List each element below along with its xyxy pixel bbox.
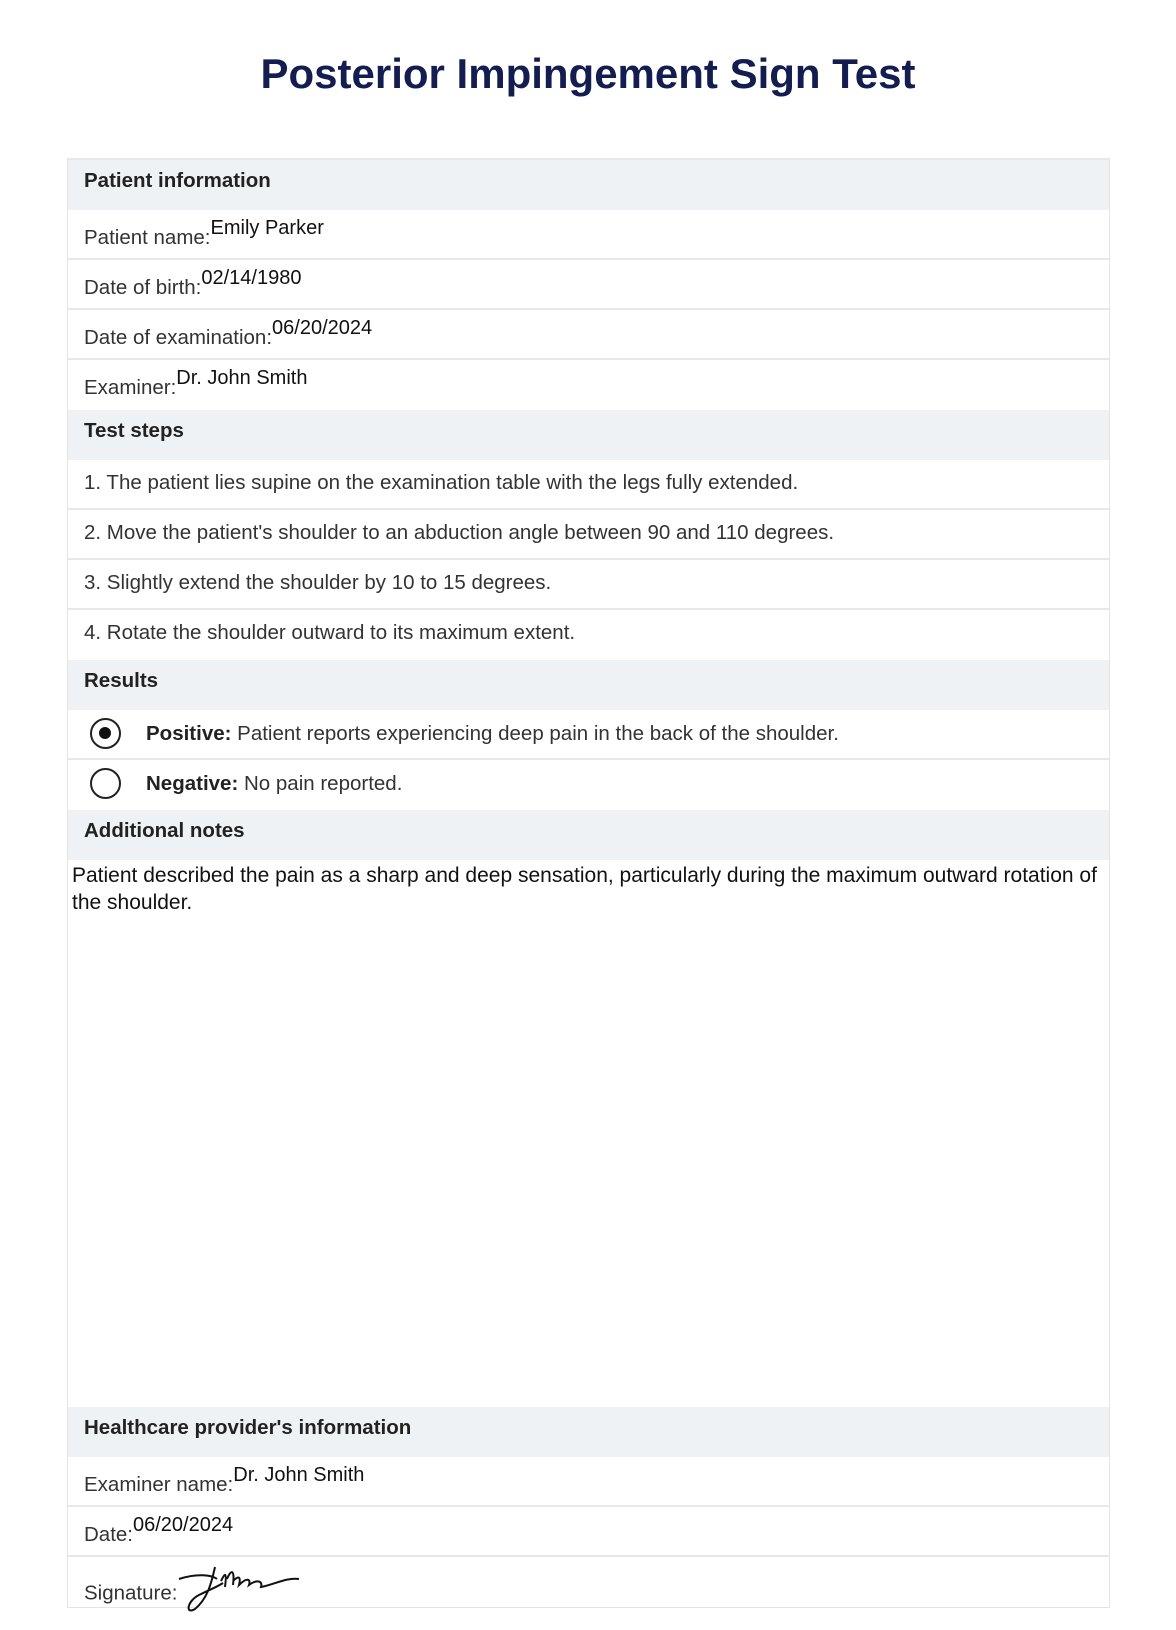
field-date-of-birth[interactable] bbox=[68, 260, 1109, 310]
option-text: Patient reports experiencing deep pain in the back of the shoulder. bbox=[237, 722, 839, 745]
field-value[interactable]: 02/14/1980 bbox=[201, 267, 302, 289]
field-value[interactable]: 06/20/2024 bbox=[133, 1514, 234, 1536]
section-header-patient-information: Patient information bbox=[68, 160, 1109, 210]
field-label: Signature: bbox=[84, 1581, 178, 1605]
section-header-results: Results bbox=[68, 660, 1109, 710]
field-signature[interactable] bbox=[68, 1557, 1109, 1607]
field-label: Date: bbox=[84, 1523, 133, 1546]
test-step: 4. Rotate the shoulder outward to its maximum extent. bbox=[84, 621, 576, 644]
field-examiner[interactable] bbox=[68, 360, 1109, 410]
test-step: 3. Slightly extend the shoulder by 10 to 15 degrees. bbox=[68, 560, 1109, 610]
field-label: Examiner: bbox=[84, 376, 177, 399]
radio-dot-icon bbox=[99, 727, 111, 739]
result-option-negative[interactable] bbox=[68, 760, 1109, 810]
additional-notes-text[interactable]: Patient described the pain as a sharp and deep sensation, particularly during the maximum outward rotation of the shoulder. bbox=[72, 864, 1097, 914]
field-label: Date of birth: bbox=[84, 276, 202, 299]
test-step: 2. Move the patient's shoulder to an abduction angle between 90 and 110 degrees. bbox=[68, 510, 1109, 560]
signature-image bbox=[177, 1565, 302, 1615]
field-value[interactable]: Emily Parker bbox=[210, 217, 324, 239]
section-header-test-steps: Test steps bbox=[68, 410, 1109, 460]
field-date[interactable] bbox=[68, 1507, 1109, 1557]
option-text: No pain reported. bbox=[243, 772, 403, 795]
section-header-additional-notes: Additional notes bbox=[68, 810, 1109, 860]
option-label: Positive: bbox=[146, 722, 232, 745]
test-form bbox=[67, 158, 1110, 1608]
field-examiner-name[interactable] bbox=[68, 1457, 1109, 1507]
field-value[interactable]: Dr. John Smith bbox=[233, 1464, 365, 1486]
field-value[interactable]: Dr. John Smith bbox=[176, 367, 308, 389]
radio-button-unchecked[interactable] bbox=[90, 768, 121, 799]
field-patient-name[interactable] bbox=[68, 210, 1109, 260]
field-value[interactable]: 06/20/2024 bbox=[272, 317, 373, 339]
field-label: Examiner name: bbox=[84, 1473, 234, 1496]
field-label: Date of examination: bbox=[84, 326, 273, 349]
field-date-of-examination[interactable] bbox=[68, 310, 1109, 360]
page-title: Posterior Impingement Sign Test bbox=[260, 50, 916, 97]
radio-button-checked[interactable] bbox=[90, 718, 121, 749]
result-option-positive[interactable] bbox=[68, 710, 1109, 760]
section-header-provider-information: Healthcare provider's information bbox=[68, 1407, 1109, 1457]
test-step: 1. The patient lies supine on the examination table with the legs fully extended. bbox=[68, 460, 1109, 510]
option-label: Negative: bbox=[146, 772, 239, 795]
field-label: Patient name: bbox=[84, 226, 211, 249]
